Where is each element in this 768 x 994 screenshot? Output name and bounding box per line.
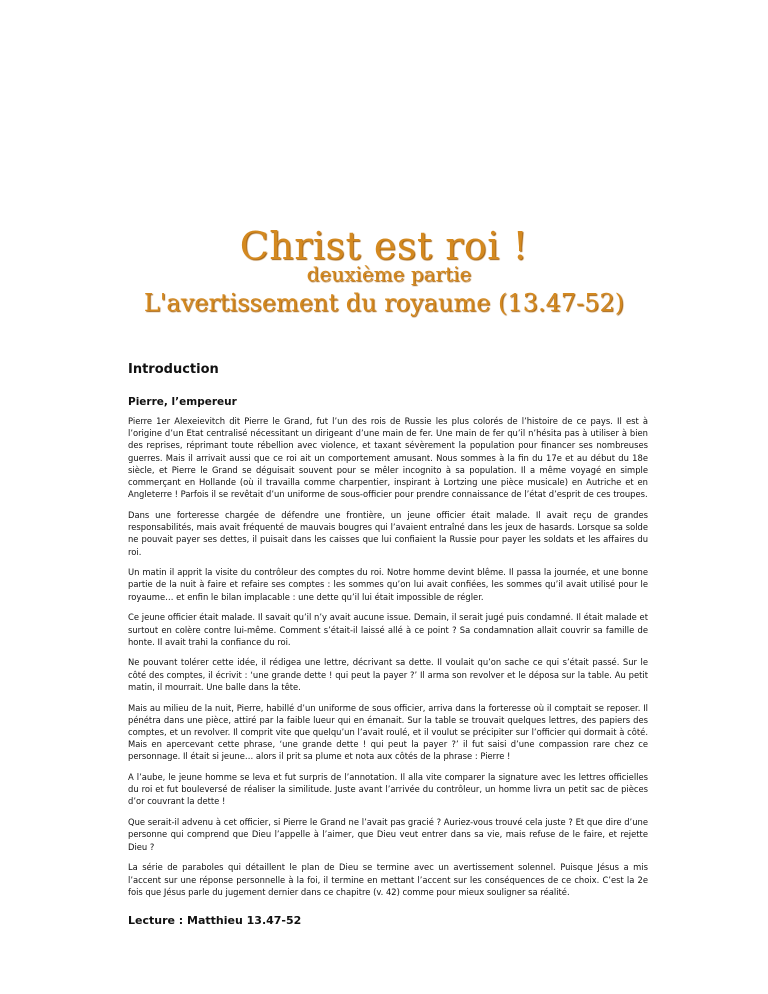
paragraph-5: Ne pouvant tolérer cette idée, il rédigea une lettre, décrivant sa dette. Il voulait qu’on sache ce qui s’était passé. Sur le côté des comptes, il écrivit : ‘une grande dette ! qui peut la payer ?’ Il arma son revolver et le déposa sur la table. Au petit matin, il mourrait. Une balle dans la tête. [128, 657, 648, 692]
paragraph-2: Dans une forteresse chargée de défendre une frontière, un jeune officier était malade. Il avait reçu de grandes responsabilités, mais avait fréquenté de mauvais bougres qui l’avaient entraîné dans les jeux de hasards. Lorsque sa solde ne pouvait payer ses dettes, il puisait dans les caisses que lui confiaient la Russie pour payer les soldats et les affaires du roi. [128, 509, 648, 557]
title-banner [0, 225, 768, 318]
banner-subtitle: deuxième partie [306, 262, 472, 286]
article-body [128, 362, 648, 929]
reading-heading: Lecture : Matthieu 13.47-52 [128, 913, 302, 927]
paragraph-6: Mais au milieu de la nuit, Pierre, habillé d’un uniforme de sous officier, arriva dans la forteresse où il comptait se reposer. Il pénétra dans une pièce, attiré par la faible lueur qui en émanait. Sur la table se trouvait quelques lettres, des papiers des comptes, et un revolver. Il comprit vite que quelqu’un l’avait roulé, et il voulut se précipiter sur l’officier qui dormait à côté. Mais en apercevant cette phrase, ‘une grande dette ! qui peut la payer ?’ il fut saisi d’une compassion rare chez ce personnage. Il était si jeune… alors il prit sa plume et nota aux côtés de la phrase : Pierre ! [128, 702, 648, 762]
introduction-heading: Introduction [128, 362, 219, 377]
banner-title: Christ est roi ! [239, 224, 529, 268]
paragraph-8: Que serait-il advenu à cet officier, si Pierre le Grand ne l’avait pas gracié ? Auriez-vous trouvé cela juste ? Et que dire d’une personne qui comprend que Dieu l’appelle à l’aimer, que Dieu veut entrer dans sa vie, mais refuse de le faire, et rejette Dieu ? [128, 817, 648, 852]
paragraph-9: La série de paraboles qui détaillent le plan de Dieu se termine avec un avertissement solennel. Puisque Jésus a mis l’accent sur une réponse personnelle à la foi, il termine en mettant l’accent sur les conséquences de ce choix. C’est la 2e fois que Jésus parle du jugement dernier dans ce chapitre (v. 42) comme pour mieux souligner sa réalité. [128, 862, 648, 897]
banner-heading: L'avertissement du royaume (13.47-52) [143, 289, 625, 317]
paragraph-4: Ce jeune officier était malade. Il savait qu’il n’y avait aucune issue. Demain, il serait jugé puis condamné. Il était malade et surtout en colère contre lui-même. Comment s’était-il laissé allé à ce point ? Sa condamnation allait couvrir sa famille de honte. Il avait trahi la confiance du roi. [128, 612, 648, 647]
paragraph-3: Un matin il apprit la visite du contrôleur des comptes du roi. Notre homme devint blême. Il passa la journée, et une bonne partie de la nuit à faire et refaire ses comptes : les sommes qu’on lui avait confiées, les sommes qu’il avait utilisé pour le royaume… et enfin le bilan implacable : une dette qu’il lui était impossible de régler. [128, 567, 648, 602]
paragraph-1: Pierre 1er Alexeievitch dit Pierre le Grand, fut l’un des rois de Russie les plus colorés de l’histoire de ce pays. Il est à l’origine d’un Etat centralisé nécessitant un dirigeant d’une main de fer. Une main de fer qu’il n’hésita pas à utiliser à bien des reprises, réprimant toute rébellion avec violence, et taxant sévèrement la population pour financer ses nombreuses guerres. Mais il arrivait aussi que ce roi ait un comportement amusant. Nous sommes à la fin du 17e et au début du 18e siècle, et Pierre le Grand se déguisait souvent pour se mêler incognito à sa population. Il a même voyagé en simple commerçant en Hollande (où il travailla comme charpentier, inspirant à Lortzing une pièce musicale) en Autriche et en Angleterre ! Parfois il se revêtait d’un uniforme de sous-officier pour prendre connaissance de l’état d’esprit de ces troupes. [128, 416, 648, 500]
paragraph-7: A l’aube, le jeune homme se leva et fut surpris de l’annotation. Il alla vite comparer la signature avec les lettres officielles du roi et fut bouleversé de réaliser la similitude. Juste avant l’arrivée du contrôleur, un homme livra un petit sac de pièces d’or couvrant la dette ! [128, 772, 648, 807]
story-heading: Pierre, l’empereur [128, 396, 237, 408]
